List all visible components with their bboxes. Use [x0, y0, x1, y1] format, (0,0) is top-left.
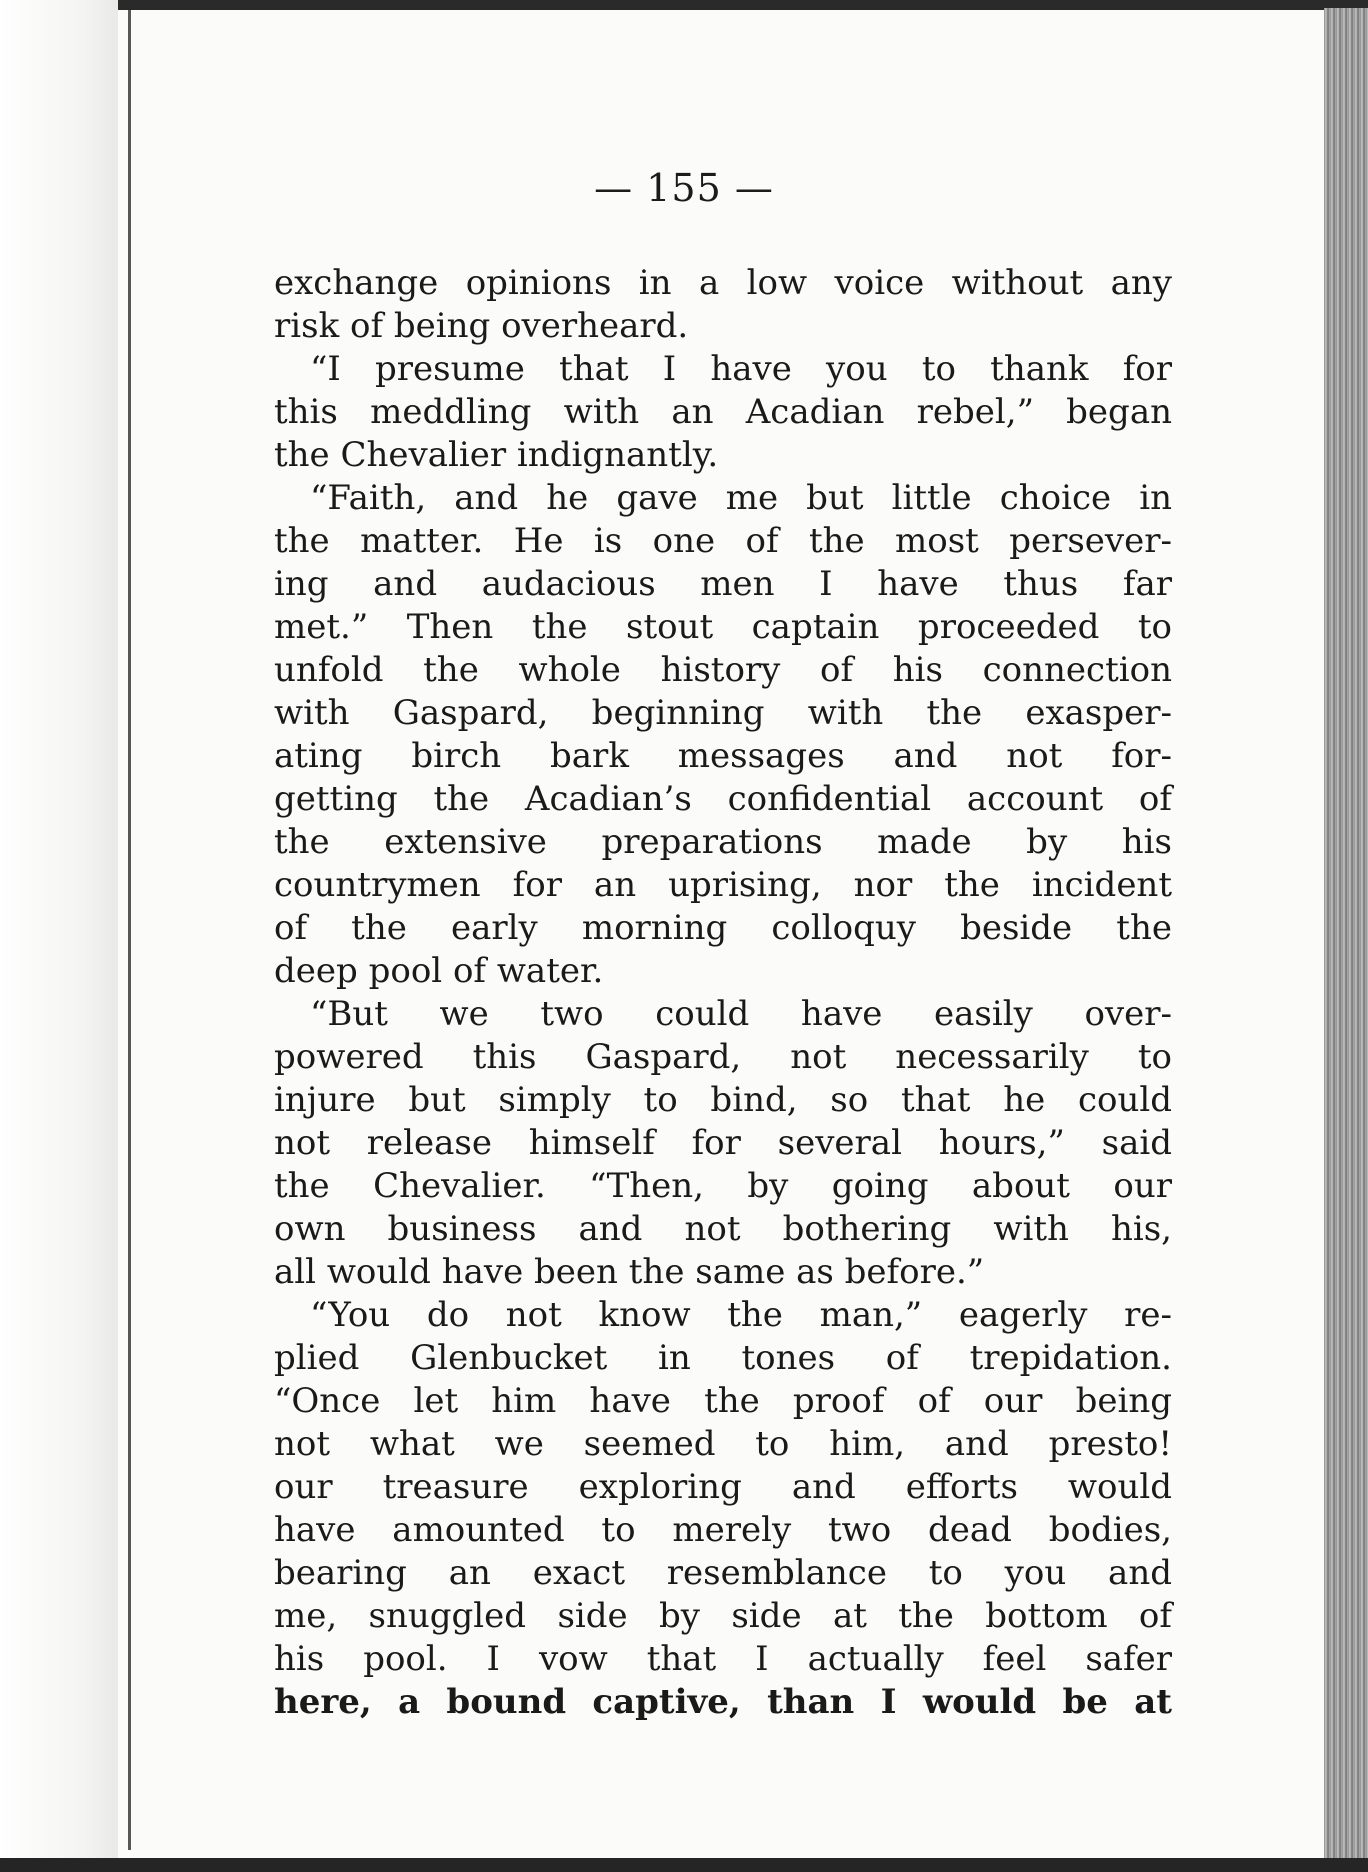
scan-bottom-border	[0, 1858, 1368, 1872]
text-line: his pool. I vow that I actually feel safer	[274, 1639, 1172, 1679]
text-line: all would have been the same as before.”	[274, 1252, 985, 1292]
text-line: “I presume that I have you to thank for	[310, 349, 1172, 389]
text-line: of the early morning colloquy beside the	[274, 908, 1172, 948]
text-line: the extensive preparations made by his	[274, 822, 1172, 862]
text-line: “But we two could have easily over-	[310, 994, 1172, 1034]
text-line: “Once let him have the proof of our being	[274, 1381, 1172, 1421]
page-stack-edge	[1324, 8, 1368, 1864]
text-line: “You do not know the man,” eagerly re-	[310, 1295, 1172, 1335]
text-line: the Chevalier. “Then, by going about our	[274, 1166, 1172, 1206]
text-line: this meddling with an Acadian rebel,” began	[274, 392, 1172, 432]
text-line: not what we seemed to him, and presto!	[274, 1424, 1172, 1464]
text-line: countrymen for an uprising, nor the incident	[274, 865, 1172, 905]
page-number: — 155 —	[594, 166, 774, 210]
text-line: our treasure exploring and efforts would	[274, 1467, 1172, 1507]
text-line: have amounted to merely two dead bodies,	[274, 1510, 1172, 1550]
text-line: deep pool of water.	[274, 951, 604, 991]
text-line: own business and not bothering with his,	[274, 1209, 1172, 1249]
text-line: powered this Gaspard, not necessarily to	[274, 1037, 1172, 1077]
text-line: here, a bound captive, than I would be at	[274, 1682, 1172, 1722]
text-line: the Chevalier indignantly.	[274, 435, 719, 475]
book-gutter	[128, 10, 131, 1850]
text-line: injure but simply to bind, so that he could	[274, 1080, 1172, 1120]
text-line: ing and audacious men I have thus far	[274, 564, 1172, 604]
facing-page-edge	[0, 0, 118, 1872]
text-line: me, snuggled side by side at the bottom of	[274, 1596, 1172, 1636]
text-line: unfold the whole history of his connection	[274, 650, 1172, 690]
text-line: not release himself for several hours,” said	[274, 1123, 1172, 1163]
text-line: risk of being overheard.	[274, 306, 689, 346]
scan-top-border	[0, 0, 1368, 10]
text-line: “Faith, and he gave me but little choice in	[310, 478, 1172, 518]
text-line: bearing an exact resemblance to you and	[274, 1553, 1172, 1593]
body-text	[274, 262, 1172, 1724]
text-line: getting the Acadian’s confidential account of	[274, 779, 1172, 819]
text-line: the matter. He is one of the most persever-	[274, 521, 1172, 561]
text-line: plied Glenbucket in tones of trepidation.	[274, 1338, 1172, 1378]
text-line: with Gaspard, beginning with the exasper-	[274, 693, 1172, 733]
text-line: ating birch bark messages and not for-	[274, 736, 1172, 776]
text-line: met.” Then the stout captain proceeded to	[274, 607, 1172, 647]
text-line: exchange opinions in a low voice without any	[274, 263, 1172, 303]
